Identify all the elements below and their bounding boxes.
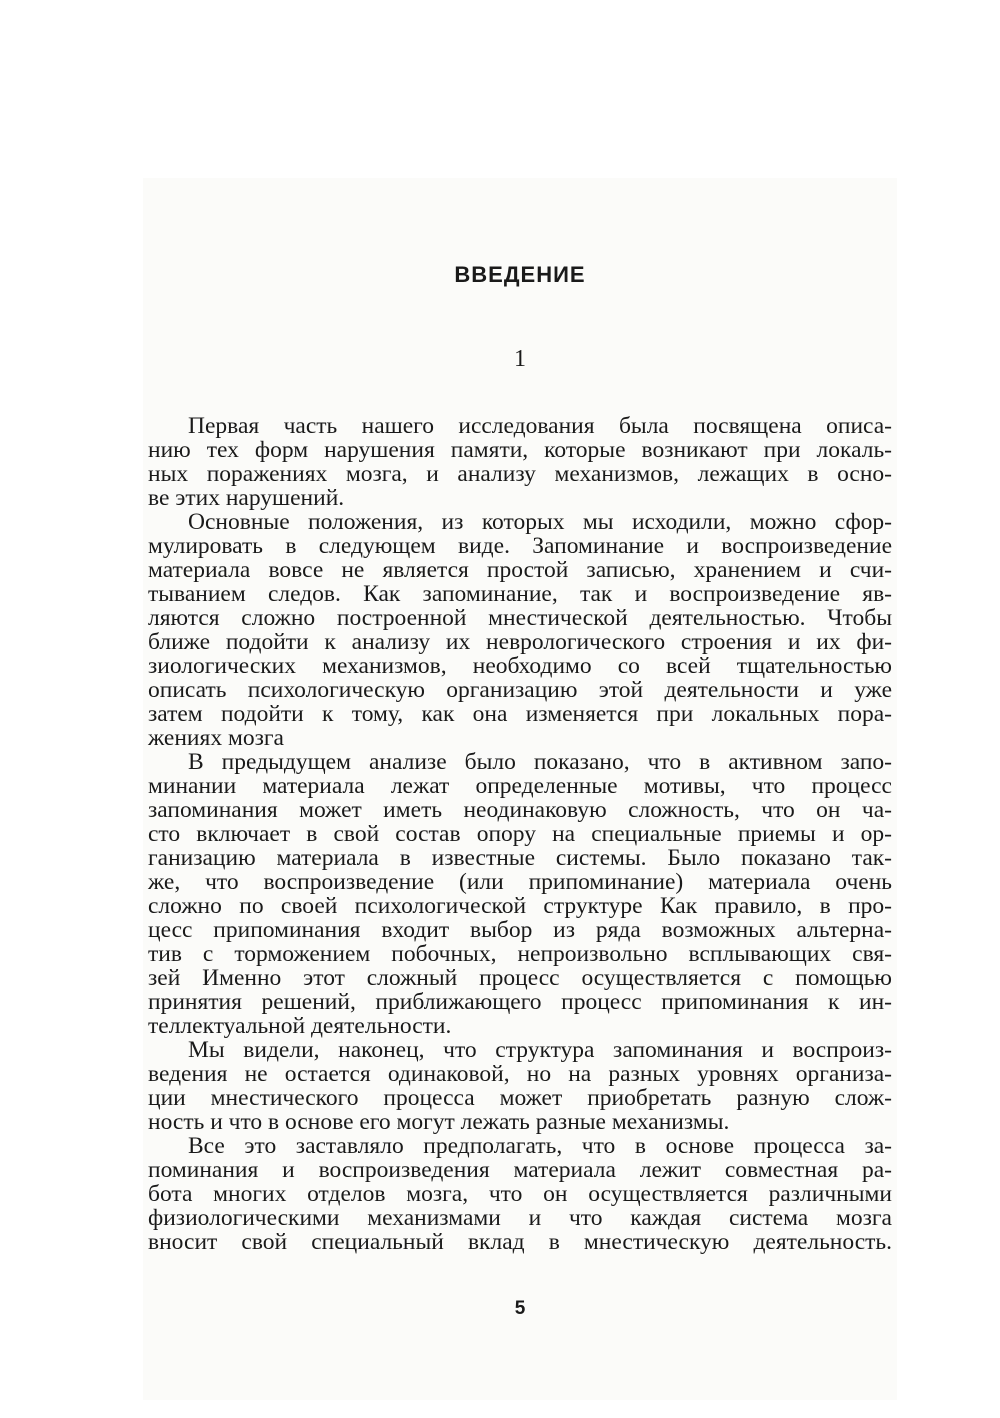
text-line: сложно по своей психологической структуре Как правило, в про-	[148, 893, 892, 919]
text-line: мулировать в следующем виде. Запоминание и воспроизведение	[148, 533, 892, 559]
text-line: материала вовсе не является простой записью, хранением и счи-	[148, 557, 892, 583]
text-line: теллектуальной деятельности.	[148, 1013, 452, 1039]
text-line: ции мнестического процесса может приобретать разную слож-	[148, 1085, 892, 1111]
text-line: сто включает в свой состав опору на специальные приемы и ор-	[148, 821, 892, 847]
text-line: жениях мозга	[148, 725, 284, 751]
text-line: поминания и воспроизведения материала лежит совместная ра-	[148, 1157, 892, 1183]
text-line: вносит свой специальный вклад в мнестическую деятельность.	[148, 1229, 892, 1255]
text-line: ность и что в основе его могут лежать разные механизмы.	[148, 1109, 730, 1135]
body-text	[148, 414, 892, 1254]
text-line: В предыдущем анализе было показано, что в активном запо-	[188, 749, 892, 775]
page-number: 5	[514, 1298, 526, 1319]
text-line: Мы видели, наконец, что структура запоминания и воспроиз-	[188, 1037, 892, 1063]
section-number: 1	[514, 346, 526, 372]
text-line: Основные положения, из которых мы исходили, можно сфор-	[188, 509, 892, 535]
text-line: Первая часть нашего исследования была посвящена описа-	[188, 413, 892, 439]
text-line: цесс припоминания входит выбор из ряда возможных альтерна-	[148, 917, 892, 943]
text-line: физиологическими механизмами и что каждая система мозга	[148, 1205, 892, 1231]
text-line: зей Именно этот сложный процесс осуществляется с помощью	[148, 965, 892, 991]
text-line: Все это заставляло предполагать, что в основе процесса за-	[188, 1133, 892, 1159]
text-line: минании материала лежат определенные мотивы, что процесс	[148, 773, 892, 799]
text-line: ганизацию материала в известные системы. Было показано так-	[148, 845, 892, 871]
text-line: тив с торможением побочных, непроизвольно всплывающих свя-	[148, 941, 892, 967]
text-line: бота многих отделов мозга, что он осуществляется различными	[148, 1181, 892, 1207]
text-line: ближе подойти к анализу их неврологического строения и их фи-	[148, 629, 892, 655]
chapter-heading: ВВЕДЕНИЕ	[454, 262, 586, 287]
text-line: зиологических механизмов, необходимо со всей тщательностью	[148, 653, 892, 679]
text-line: же, что воспроизведение (или припоминание) материала очень	[148, 869, 892, 895]
text-line: ведения не остается одинаковой, но на разных уровнях организа-	[148, 1061, 892, 1087]
text-line: затем подойти к тому, как она изменяется при локальных пора-	[148, 701, 892, 727]
text-line: ляются сложно построенной мнестической деятельностью. Чтобы	[148, 605, 892, 631]
text-line: запоминания может иметь неодинаковую сложность, что он ча-	[148, 797, 892, 823]
text-line: ве этих нарушений.	[148, 485, 345, 511]
text-line: ных поражениях мозга, и анализу механизмов, лежащих в осно-	[148, 461, 892, 487]
text-line: нию тех форм нарушения памяти, которые возникают при локаль-	[148, 437, 892, 463]
text-line: тыванием следов. Как запоминание, так и воспроизведение яв-	[148, 581, 892, 607]
text-line: описать психологическую организацию этой деятельности и уже	[148, 677, 892, 703]
text-line: принятия решений, приближающего процесс припоминания к ин-	[148, 989, 892, 1015]
